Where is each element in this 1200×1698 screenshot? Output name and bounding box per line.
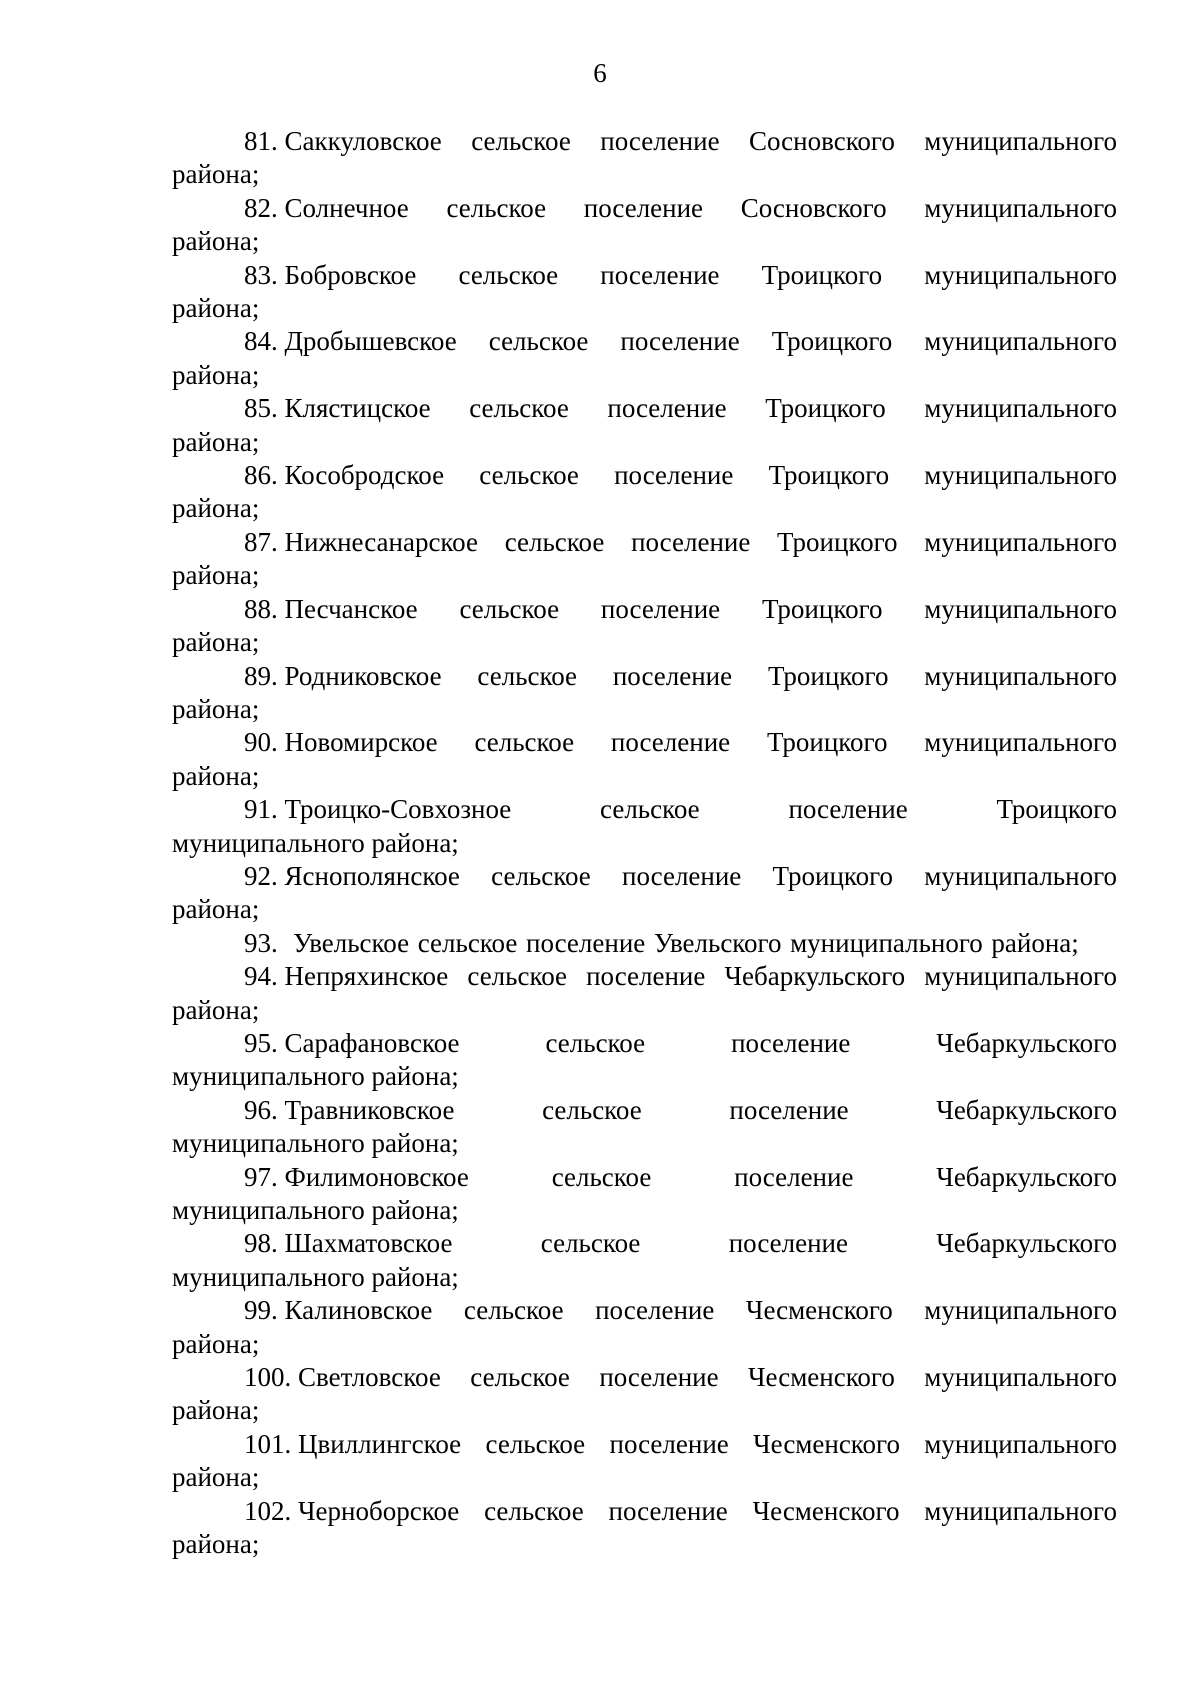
item-number: 93. xyxy=(244,927,278,958)
item-continuation: района; xyxy=(172,560,260,591)
item-word: муниципального xyxy=(924,326,1117,357)
item-continuation: района; xyxy=(172,359,260,390)
item-word: сельское xyxy=(491,860,591,891)
item-continuation: муниципального района; xyxy=(172,1195,459,1225)
item-continuation: района; xyxy=(172,1462,260,1493)
list-item xyxy=(172,125,1117,192)
item-number: 88. xyxy=(244,593,278,624)
item-number: 92. xyxy=(244,860,278,891)
item-first-line xyxy=(172,927,1117,960)
item-word: Нижнесанарское xyxy=(284,526,478,557)
list-item xyxy=(172,1428,1117,1495)
item-continuation: муниципального района; xyxy=(172,1128,459,1159)
item-first-line xyxy=(172,1094,1117,1127)
page-number: 6 xyxy=(593,58,607,88)
item-word: Троицкого xyxy=(996,794,1117,825)
item-word: муниципального xyxy=(924,860,1117,891)
list-item xyxy=(172,1027,1117,1094)
item-first-line xyxy=(172,1428,1117,1461)
item-word: сельское xyxy=(479,460,579,491)
item-continuation: муниципального района; xyxy=(172,1261,459,1292)
item-word: Троицкого xyxy=(771,326,893,357)
item-continuation: района; xyxy=(172,994,260,1025)
item-word: Яснополянское xyxy=(284,860,460,891)
item-continuation: района; xyxy=(172,627,260,658)
item-word: сельское xyxy=(551,1161,652,1192)
item-word: поселение xyxy=(607,393,727,424)
item-word: Троицкого xyxy=(761,593,883,624)
item-word: Кособродское xyxy=(284,460,445,491)
item-word: района; xyxy=(991,927,1079,958)
list-item xyxy=(172,660,1117,727)
item-word: сельское xyxy=(446,192,547,223)
item-number: 94. xyxy=(244,961,278,992)
item-number: 91. xyxy=(244,794,278,825)
item-word: муниципального xyxy=(924,1495,1117,1526)
item-continuation: района; xyxy=(172,1328,260,1359)
item-number: 82. xyxy=(244,192,278,223)
item-word: поселение xyxy=(622,860,742,891)
item-word: поселение xyxy=(788,794,908,825)
item-word: Увельское xyxy=(293,927,410,958)
item-continuation: района; xyxy=(172,760,260,791)
item-word: Клястицское xyxy=(284,393,431,424)
item-word: Сосновского xyxy=(749,126,895,156)
item-number: 83. xyxy=(244,259,278,290)
item-word: муниципального xyxy=(924,961,1117,992)
item-word: Троицкого xyxy=(772,860,894,891)
item-word: поселение xyxy=(608,1495,728,1526)
item-first-line xyxy=(172,459,1117,492)
list-item xyxy=(172,1161,1117,1228)
item-word: поселение xyxy=(729,1094,849,1125)
item-word: поселение xyxy=(595,1295,715,1326)
item-word: сельское xyxy=(542,1094,642,1125)
item-word: Чебаркульского xyxy=(724,961,906,992)
item-word: сельское xyxy=(417,927,518,958)
item-word: сельское xyxy=(540,1228,641,1259)
list-item xyxy=(172,1094,1117,1161)
item-word: Чебаркульского xyxy=(936,1228,1117,1259)
item-first-line xyxy=(172,1495,1117,1528)
item-first-line xyxy=(172,259,1117,292)
list-item xyxy=(172,325,1117,392)
item-word: сельское xyxy=(474,727,575,758)
item-first-line xyxy=(172,1161,1117,1194)
item-word: поселение xyxy=(612,660,733,691)
item-word: поселение xyxy=(610,727,731,758)
item-number: 89. xyxy=(244,660,278,691)
list-item xyxy=(172,1227,1117,1294)
item-number: 101. xyxy=(244,1428,292,1459)
item-word: Саккуловское xyxy=(284,126,442,156)
item-word: Сарафановское xyxy=(284,1027,460,1058)
item-number: 95. xyxy=(244,1027,278,1058)
item-word: поселение xyxy=(600,126,720,156)
item-word: Троицкого xyxy=(761,259,883,290)
list-item xyxy=(172,927,1117,960)
item-continuation: района; xyxy=(172,226,260,257)
item-word: поселение xyxy=(614,460,734,491)
item-word: Чебаркульского xyxy=(936,1094,1117,1125)
item-word: муниципального xyxy=(924,660,1117,691)
item-first-line xyxy=(172,125,1117,158)
item-word: Чесменского xyxy=(752,1495,900,1526)
item-continuation: района; xyxy=(172,693,260,724)
item-word: Чесменского xyxy=(748,1362,895,1393)
item-word: Родниковское xyxy=(284,660,442,691)
item-word: муниципального xyxy=(924,526,1117,557)
item-first-line xyxy=(172,860,1117,893)
item-word: Чебаркульского xyxy=(936,1027,1117,1058)
item-first-line xyxy=(172,526,1117,559)
item-number: 84. xyxy=(244,326,278,357)
item-word: Цвиллингское xyxy=(298,1428,462,1459)
item-word: муниципального xyxy=(924,126,1117,156)
item-word: сельское xyxy=(477,660,578,691)
item-word: Сосновского xyxy=(740,192,887,223)
item-first-line xyxy=(172,660,1117,693)
item-word: Дробышевское xyxy=(284,326,457,357)
item-word: Троицкого xyxy=(777,526,898,557)
item-word: муниципального xyxy=(924,1295,1117,1326)
item-word: Троицкого xyxy=(767,660,889,691)
item-number: 85. xyxy=(244,393,278,424)
item-number: 102. xyxy=(244,1495,292,1526)
item-word: поселение xyxy=(583,192,704,223)
item-word: сельское xyxy=(470,1362,570,1393)
item-word: Травниковское xyxy=(284,1094,455,1125)
list-item xyxy=(172,860,1117,927)
item-word: Троицкого xyxy=(768,460,890,491)
item-number: 98. xyxy=(244,1228,278,1259)
item-word: Бобровское xyxy=(284,259,417,290)
list-item xyxy=(172,960,1117,1027)
item-word: Филимоновское xyxy=(284,1161,469,1192)
list-item xyxy=(172,793,1117,860)
list-item xyxy=(172,192,1117,259)
item-word: муниципального xyxy=(924,192,1117,223)
item-word: сельское xyxy=(459,593,560,624)
item-word: Увельского xyxy=(653,927,782,958)
item-word: Чебаркульского xyxy=(936,1161,1117,1192)
item-number: 100. xyxy=(244,1362,292,1393)
item-word: сельское xyxy=(467,961,568,992)
item-word: сельское xyxy=(469,393,569,424)
item-number: 97. xyxy=(244,1161,278,1192)
item-word: муниципального xyxy=(924,1362,1117,1393)
item-first-line xyxy=(172,1027,1117,1060)
item-word: Чесменского xyxy=(745,1295,893,1326)
item-number: 81. xyxy=(244,126,278,156)
item-continuation: района; xyxy=(172,894,260,925)
item-word: сельское xyxy=(484,1495,584,1526)
list-item xyxy=(172,459,1117,526)
item-word: поселение xyxy=(599,1362,719,1393)
item-number: 86. xyxy=(244,460,278,491)
list-item xyxy=(172,1294,1117,1361)
item-word: Новомирское xyxy=(284,727,438,758)
list-item xyxy=(172,726,1117,793)
item-continuation: района; xyxy=(172,293,260,324)
item-number: 90. xyxy=(244,727,278,758)
item-word: сельское xyxy=(471,126,571,156)
item-first-line xyxy=(172,1227,1117,1260)
item-word: поселение xyxy=(600,259,720,290)
item-word: Троицкого xyxy=(765,393,886,424)
list-item xyxy=(172,1495,1117,1562)
item-word: сельское xyxy=(488,326,589,357)
item-first-line xyxy=(172,1361,1117,1394)
item-word: Троицко-Совхозное xyxy=(284,794,512,825)
item-word: сельское xyxy=(463,1295,564,1326)
item-word: поселение xyxy=(728,1228,848,1259)
item-word: муниципального xyxy=(924,259,1117,290)
item-word: муниципального xyxy=(790,927,983,958)
item-word: сельское xyxy=(485,1428,586,1459)
item-word: сельское xyxy=(504,526,605,557)
list-item xyxy=(172,259,1117,326)
item-number: 87. xyxy=(244,526,278,557)
item-word: Троицкого xyxy=(766,727,888,758)
item-word: Песчанское xyxy=(284,593,418,624)
item-first-line xyxy=(172,325,1117,358)
item-continuation: муниципального района; xyxy=(172,1061,459,1092)
item-first-line xyxy=(172,793,1117,826)
item-word: поселение xyxy=(526,927,646,958)
list-item xyxy=(172,392,1117,459)
item-word: сельское xyxy=(545,1027,646,1058)
list-item xyxy=(172,593,1117,660)
item-number: 99. xyxy=(244,1295,278,1326)
item-continuation: района; xyxy=(172,1529,260,1560)
item-word: сельское xyxy=(600,794,700,825)
item-word: Непряхинское xyxy=(284,961,449,992)
item-first-line xyxy=(172,593,1117,626)
item-word: Светловское xyxy=(298,1362,441,1393)
item-word: сельское xyxy=(458,259,559,290)
item-continuation: муниципального района; xyxy=(172,827,459,858)
item-continuation: района; xyxy=(172,159,260,190)
item-word: муниципального xyxy=(924,393,1117,424)
item-first-line xyxy=(172,726,1117,759)
item-word: Шахматовское xyxy=(284,1228,453,1259)
item-word: поселение xyxy=(600,593,721,624)
item-continuation: района; xyxy=(172,493,260,524)
item-word: Чесменского xyxy=(753,1428,900,1459)
item-continuation: района; xyxy=(172,1395,260,1426)
item-word: поселение xyxy=(734,1161,854,1192)
item-word: поселение xyxy=(609,1428,729,1459)
item-word: поселение xyxy=(620,326,740,357)
item-word: поселение xyxy=(731,1027,851,1058)
item-first-line xyxy=(172,960,1117,993)
item-word: Солнечное xyxy=(284,192,409,223)
item-word: поселение xyxy=(586,961,706,992)
item-word: муниципального xyxy=(924,727,1117,758)
item-first-line xyxy=(172,192,1117,225)
item-first-line xyxy=(172,392,1117,425)
item-word: муниципального xyxy=(924,1428,1117,1459)
item-number: 96. xyxy=(244,1094,278,1125)
item-word: поселение xyxy=(631,526,751,557)
settlement-list xyxy=(172,125,1117,1561)
item-word: муниципального xyxy=(924,593,1117,624)
item-word: муниципального xyxy=(924,460,1117,491)
list-item xyxy=(172,526,1117,593)
item-word: Черноборское xyxy=(298,1495,460,1526)
item-word: Калиновское xyxy=(284,1295,433,1326)
item-continuation: района; xyxy=(172,426,260,457)
item-first-line xyxy=(172,1294,1117,1327)
list-item xyxy=(172,1361,1117,1428)
